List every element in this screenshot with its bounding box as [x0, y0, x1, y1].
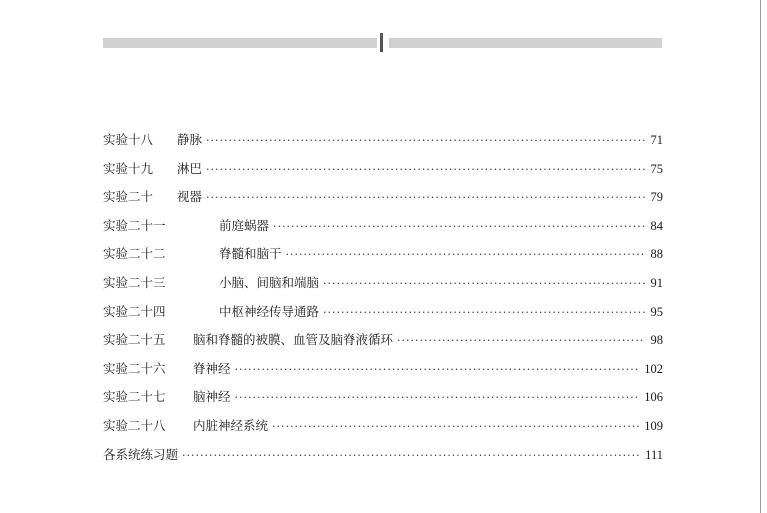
toc-entry[interactable] — [103, 387, 663, 416]
toc-entry-title: 内脏神经系统 — [193, 417, 269, 433]
toc-entry-title: 脊髓和脑干 — [219, 246, 282, 262]
toc-entry-label — [103, 302, 319, 320]
toc-entry-title: 各系统练习题 — [103, 446, 179, 462]
toc-entry[interactable] — [103, 359, 663, 388]
toc-page-number: 95 — [650, 304, 663, 319]
header-band-left — [103, 38, 377, 48]
toc-entry-number: 实验二十四 — [103, 303, 166, 319]
toc-entry-title: 静脉 — [177, 132, 203, 147]
toc-entry-label — [103, 216, 269, 234]
toc-entry-label — [103, 244, 282, 262]
toc-entry[interactable] — [103, 187, 663, 216]
toc-entry-title: 视器 — [177, 189, 203, 205]
toc-page-number: 71 — [650, 133, 663, 147]
toc-entry-number: 实验二十一 — [103, 217, 166, 233]
toc-dot-leader — [286, 248, 645, 261]
toc-entry-label — [103, 445, 178, 463]
toc-entry-title: 小脑、间脑和端脑 — [219, 274, 320, 290]
header-band-right — [389, 38, 662, 48]
toc-entry-number: 实验二十三 — [103, 274, 166, 290]
toc-page-number: 98 — [650, 333, 663, 348]
toc-page-number: 88 — [650, 247, 663, 262]
toc-entry[interactable] — [103, 302, 663, 331]
toc-dot-leader — [272, 420, 640, 433]
toc-page-number: 79 — [650, 190, 663, 205]
toc-entry-number: 实验二十 — [103, 189, 154, 205]
toc-entry-number: 实验二十七 — [103, 389, 166, 405]
toc-entry[interactable] — [103, 159, 663, 188]
toc-entry-final[interactable] — [103, 445, 663, 474]
table-of-contents — [103, 130, 663, 473]
toc-entry[interactable] — [103, 330, 663, 359]
toc-entry-title: 脑和脊髓的被膜、血管及脑脊液循环 — [193, 332, 394, 348]
toc-dot-leader — [273, 220, 645, 233]
toc-page-number: 106 — [644, 390, 663, 405]
toc-entry-number: 实验二十二 — [103, 246, 166, 262]
toc-entry-label — [103, 330, 393, 348]
toc-entry-label — [103, 387, 231, 405]
toc-entry-label — [103, 159, 202, 177]
toc-entry-title: 脊神经 — [193, 360, 231, 376]
toc-entry-label — [103, 416, 268, 434]
toc-dot-leader — [182, 449, 641, 462]
toc-dot-leader — [397, 334, 645, 347]
toc-dot-leader — [206, 191, 645, 204]
toc-dot-leader — [235, 391, 641, 404]
toc-page-number: 84 — [650, 218, 663, 233]
toc-entry-title: 前庭蜗器 — [219, 217, 270, 233]
toc-page-number: 109 — [644, 418, 663, 433]
toc-entry[interactable] — [103, 244, 663, 273]
toc-entry[interactable] — [103, 273, 663, 302]
toc-entry-title: 脑神经 — [193, 389, 231, 405]
toc-entry-number: 实验十八 — [103, 132, 154, 147]
toc-entry-number: 实验二十八 — [103, 417, 166, 433]
page-edge-line — [760, 0, 761, 513]
toc-dot-leader — [206, 134, 645, 147]
toc-entry[interactable] — [103, 216, 663, 245]
header-divider-mark — [380, 33, 383, 52]
toc-dot-leader — [323, 277, 645, 290]
toc-dot-leader — [206, 163, 645, 176]
toc-entry-label — [103, 187, 202, 205]
toc-entry-label — [103, 359, 231, 377]
toc-dot-leader — [235, 363, 641, 376]
toc-entry-number: 实验二十五 — [103, 332, 166, 348]
toc-entry-number: 实验二十六 — [103, 360, 166, 376]
toc-entry-label — [103, 273, 319, 291]
toc-dot-leader — [323, 306, 645, 319]
toc-entry[interactable] — [103, 130, 663, 159]
toc-entry-label — [103, 130, 202, 148]
toc-page-number: 102 — [644, 361, 663, 376]
toc-entry-number: 实验十九 — [103, 160, 154, 176]
toc-entry-title: 淋巴 — [177, 160, 203, 176]
toc-page-number: 75 — [650, 161, 663, 176]
toc-entry-title: 中枢神经传导通路 — [219, 303, 320, 319]
toc-page-number: 111 — [645, 447, 663, 462]
toc-page-number: 91 — [650, 275, 663, 290]
toc-entry[interactable] — [103, 416, 663, 445]
